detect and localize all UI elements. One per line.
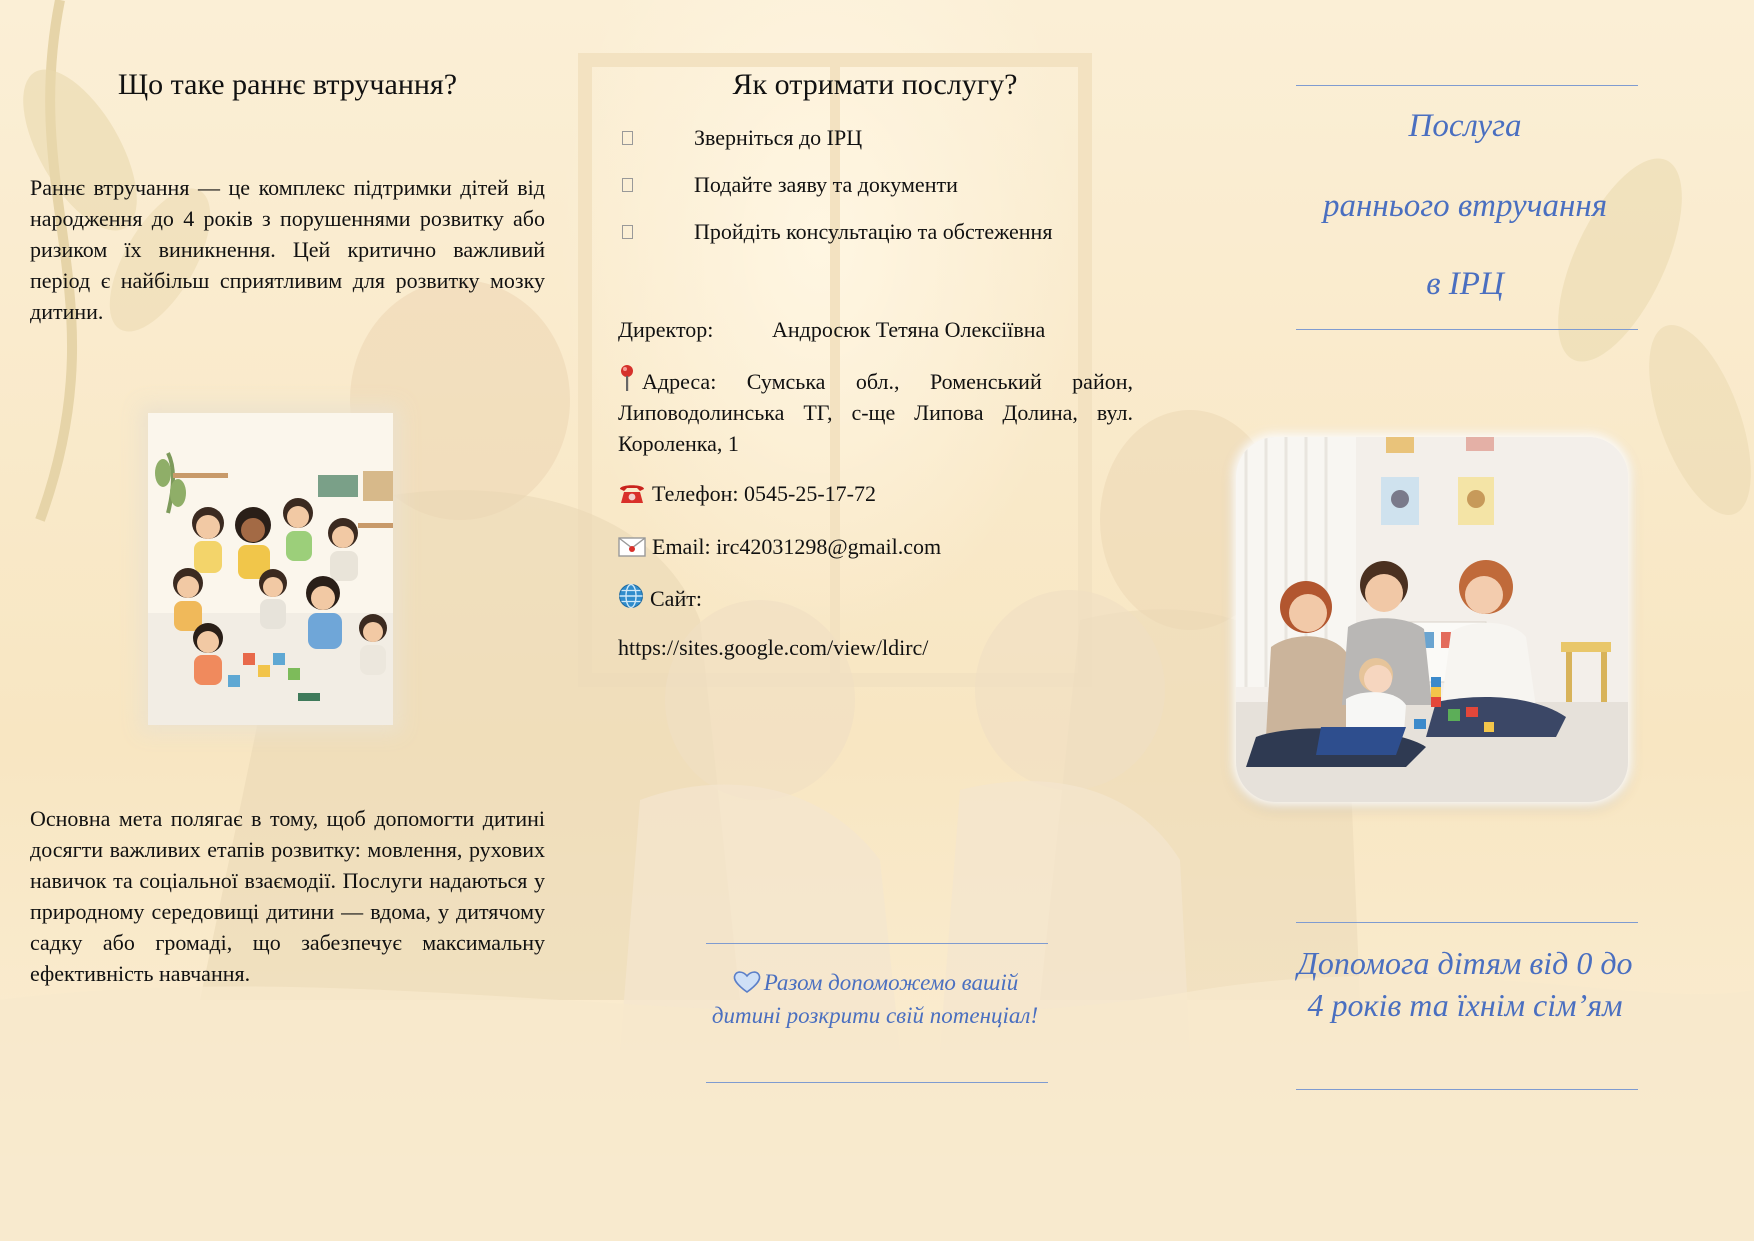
children-playing-illustration <box>148 413 393 725</box>
list-item <box>620 216 1140 263</box>
children-playing-drawing <box>148 413 393 725</box>
slogan-text: Разом допоможемо вашій дитині розкрити свій потенціал! <box>711 970 1039 1028</box>
address-text: Адреса: Сумська обл., Роменський район, Липоводолинська ТГ, с-ще Липова Долина, вул. Короленка, 1 <box>618 369 1133 456</box>
step-text: Пройдіть консультацію та обстеження <box>694 219 1053 244</box>
family-playing-drawing <box>1236 437 1628 802</box>
site-url[interactable]: https://sites.google.com/view/ldirc/ <box>618 635 929 660</box>
slogan-bottom-rule <box>706 1082 1048 1083</box>
phone-line <box>618 478 1133 509</box>
step-text: Подайте заяву та документи <box>694 172 958 197</box>
family-photo <box>1236 437 1628 802</box>
tagline-bottom-rule <box>1296 1089 1638 1090</box>
service-title-line3: в ІРЦ <box>1426 266 1504 302</box>
goal-paragraph: Основна мета полягає в тому, щоб допомогти дитині досягти важливих етапів розвитку: мовлення, рухових навичок та соціальної взаємодії. Послуги надаються у природному середовищі дитини — вдома, у дитячому садку або громаді, що забезпечує максимальну ефективність навчання. <box>30 806 545 986</box>
phone-text: Телефон: 0545-25-17-72 <box>652 481 876 506</box>
left-column-title: Що таке раннє втручання? <box>117 68 458 101</box>
bullet-box-icon <box>622 225 633 239</box>
slogan-top-rule <box>706 943 1048 944</box>
director-label: Директор: <box>618 317 714 342</box>
heart-icon <box>732 970 762 994</box>
service-title-line1: Послуга <box>1408 108 1522 144</box>
tagline-top-rule <box>1296 922 1638 923</box>
step-text: Зверніться до ІРЦ <box>694 125 863 150</box>
list-item <box>620 169 1140 216</box>
envelope-icon <box>618 537 646 557</box>
telephone-icon <box>618 482 646 504</box>
globe-icon <box>618 583 644 609</box>
list-item <box>620 122 1140 169</box>
bullet-box-icon <box>622 178 633 192</box>
site-line <box>618 583 1133 614</box>
steps-list <box>620 122 1140 263</box>
email-line <box>618 531 1133 562</box>
site-label: Сайт: <box>650 586 702 611</box>
email-text: Email: irc42031298@gmail.com <box>652 534 942 559</box>
address-line <box>618 364 1133 459</box>
service-top-rule <box>1296 85 1638 86</box>
service-title-line2: раннього втручання <box>1322 188 1608 224</box>
tagline: Допомога дітям від 0 до 4 років та їхнім сім’ям <box>1297 945 1633 1023</box>
bullet-box-icon <box>622 131 633 145</box>
pin-icon <box>618 364 636 392</box>
middle-column-title: Як отримати послугу? <box>732 68 1018 101</box>
director-name: Андросюк Тетяна Олексіївна <box>772 317 1046 342</box>
intro-paragraph: Раннє втручання — це комплекс підтримки дітей від народження до 4 років з порушеннями розвитку або ризиком їх виникнення. Цей критично важливий період є найбільш сприятливим для розвитку мозку дитини. <box>30 175 545 324</box>
slogan <box>705 966 1045 1032</box>
service-bottom-rule <box>1296 329 1638 330</box>
director-line <box>618 314 1133 345</box>
